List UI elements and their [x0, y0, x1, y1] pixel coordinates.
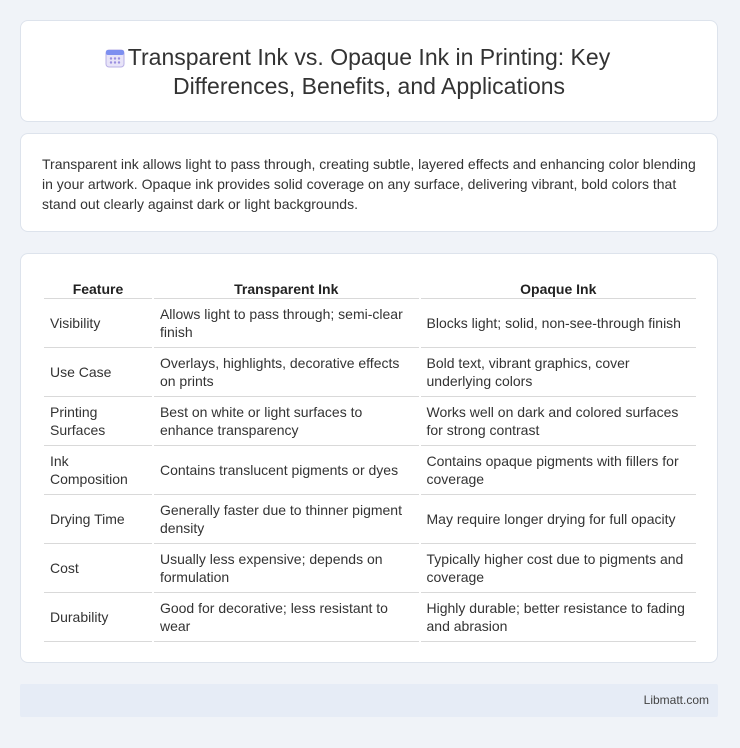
- table-row: [44, 495, 696, 544]
- page-title: Transparent Ink vs. Opaque Ink in Printing: Key Differences, Benefits, and Applications: [127, 44, 611, 99]
- comparison-card: [20, 253, 718, 663]
- header-transparent-ink: Transparent Ink: [154, 274, 419, 299]
- footer: [20, 684, 718, 717]
- opaque-cell: Blocks light; solid, non-see-through finish: [421, 299, 697, 348]
- transparent-cell: Good for decorative; less resistant to wear: [154, 593, 419, 642]
- title-card: [20, 20, 718, 122]
- table-header-row: [44, 274, 696, 299]
- table-row: [44, 348, 696, 397]
- transparent-cell: Allows light to pass through; semi-clear finish: [154, 299, 419, 348]
- intro-card: [20, 133, 718, 232]
- transparent-cell: Usually less expensive; depends on formulation: [154, 544, 419, 593]
- feature-cell: Drying Time: [44, 495, 152, 544]
- opaque-cell: Contains opaque pigments with fillers for coverage: [421, 446, 697, 495]
- opaque-cell: May require longer drying for full opacity: [421, 495, 697, 544]
- transparent-cell: Contains translucent pigments or dyes: [154, 446, 419, 495]
- header-feature: Feature: [44, 274, 152, 299]
- opaque-cell: Bold text, vibrant graphics, cover underlying colors: [421, 348, 697, 397]
- intro-text: Transparent ink allows light to pass through, creating subtle, layered effects and enhancing color blending in your artwork. Opaque ink provides solid coverage on any surface, delivering vibrant, bold colors that stand out clearly against dark or light backgrounds.: [42, 156, 696, 212]
- table-row: [44, 299, 696, 348]
- feature-cell: Cost: [44, 544, 152, 593]
- opaque-cell: Highly durable; better resistance to fading and abrasion: [421, 593, 697, 642]
- feature-cell: Visibility: [44, 299, 152, 348]
- feature-cell: Durability: [44, 593, 152, 642]
- feature-cell: Ink Composition: [44, 446, 152, 495]
- feature-cell: Printing Surfaces: [44, 397, 152, 446]
- table-row: [44, 593, 696, 642]
- header-opaque-ink: Opaque Ink: [421, 274, 697, 299]
- transparent-cell: Best on white or light surfaces to enhance transparency: [154, 397, 419, 446]
- table-row: [44, 544, 696, 593]
- opaque-cell: Typically higher cost due to pigments and coverage: [421, 544, 697, 593]
- footer-brand[interactable]: Libmatt.com: [643, 693, 709, 707]
- transparent-cell: Overlays, highlights, decorative effects on prints: [154, 348, 419, 397]
- feature-cell: Use Case: [44, 348, 152, 397]
- table-row: [44, 397, 696, 446]
- transparent-cell: Generally faster due to thinner pigment density: [154, 495, 419, 544]
- comparison-table: [42, 274, 698, 642]
- opaque-cell: Works well on dark and colored surfaces for strong contrast: [421, 397, 697, 446]
- table-row: [44, 446, 696, 495]
